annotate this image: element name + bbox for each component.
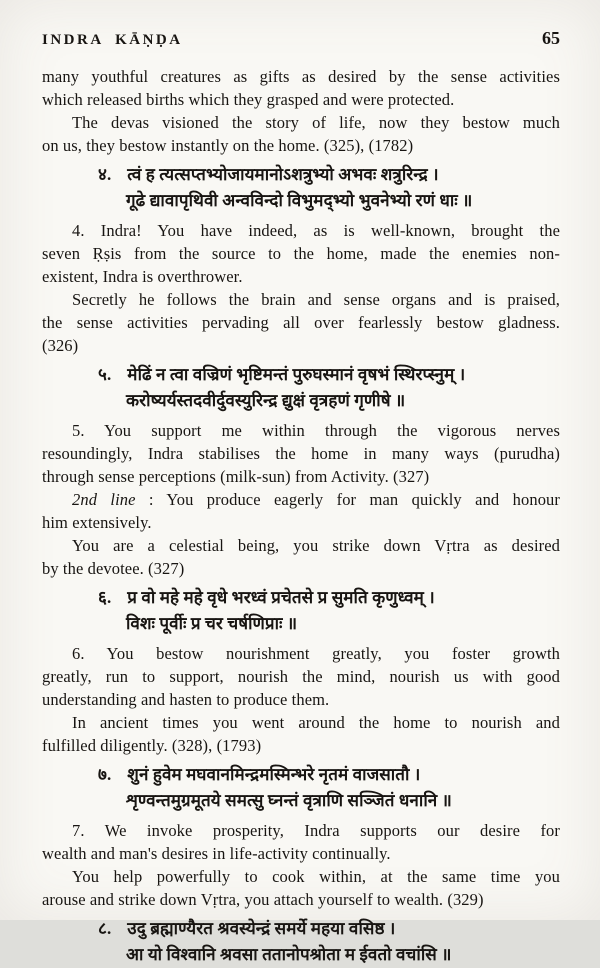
text-line: the sense activities pervading all over fearlessly bestow gladness. [42, 313, 560, 332]
verse-line: ४. त्वं ह त्यत्सप्तभ्योजायमानोऽशत्रुभ्यो अभवः शत्रुरिन्द्र । [98, 165, 439, 184]
sanskrit-verse [42, 162, 560, 214]
sanskrit-verse [42, 916, 560, 968]
text-line: 7. We invoke prosperity, Indra supports our desire for [72, 821, 560, 840]
sanskrit-verse [42, 762, 560, 814]
verse-number: ४. [98, 165, 112, 184]
text-line: The devas visioned the story of life, now they bestow much [72, 113, 560, 132]
verse-number: ५. [98, 365, 112, 384]
text-line: 2nd line : You produce eagerly for man quickly and honour [72, 490, 560, 509]
page-body [42, 65, 560, 968]
verse-line: ७. शुनं हुवेम मघवानमिन्द्रमस्मिन्भरे नृतमं वाजसातौ । [98, 765, 421, 784]
text-line: resoundingly, Indra stabilises the home in many ways (purudha) [42, 444, 560, 463]
italic-lead: 2nd line [72, 490, 136, 509]
paragraph [42, 711, 560, 757]
text-line: wealth and man's desires in life-activity continually. [42, 844, 391, 863]
text-line: greatly, run to support, nourish the mind, nourish us with good [42, 667, 560, 686]
verse-line: ६. प्र वो महे महे वृधे भरध्वं प्रचेतसे प्र सुमति कृणुध्वम् । [98, 588, 435, 607]
text-line: You are a celestial being, you strike down Vṛtra as desired [72, 536, 560, 555]
verse-number: ७. [98, 765, 112, 784]
text-line: understanding and hasten to produce them. [42, 690, 330, 709]
text-line: (326) [42, 336, 79, 355]
sanskrit-verse [42, 362, 560, 414]
sanskrit-verse [42, 585, 560, 637]
verse-line: शृण्वन्तमुग्रमूतये समत्सु घ्नन्तं वृत्राणि सञ्जितं धनानि ॥ [126, 791, 452, 810]
paragraph [42, 642, 560, 711]
page-number: 65 [542, 28, 560, 48]
text-line: Secretly he follows the brain and sense organs and is praised, [72, 290, 560, 309]
text-line: by the devotee. (327) [42, 559, 185, 578]
paragraph [42, 534, 560, 580]
text-line: In ancient times you went around the home to nourish and [72, 713, 560, 732]
paragraph [42, 111, 560, 157]
paragraph [42, 65, 560, 111]
page-header [42, 28, 560, 49]
text-line: 4. Indra! You have indeed, as is well-known, brought the [72, 221, 560, 240]
running-title: INDRA KĀṆḌA [42, 32, 183, 48]
text-line: on us, they bestow instantly on the home. (325), (1782) [42, 136, 414, 155]
text-line: many youthful creatures as gifts as desired by the sense activities [42, 67, 560, 86]
text-line: fulfilled diligently. (328), (1793) [42, 736, 262, 755]
paragraph [42, 419, 560, 488]
verse-number: ८. [98, 919, 112, 938]
paragraph [42, 288, 560, 357]
paragraph [42, 488, 560, 534]
text-line: through sense perceptions (milk-sun) from Activity. (327) [42, 467, 430, 486]
text-line: You help powerfully to cook within, at the same time you [72, 867, 560, 886]
text-line: him extensively. [42, 513, 152, 532]
verse-line: ५. मेढिं न त्वा वज्रिणं भृष्टिमन्तं पुरुघस्मानं वृषभं स्थिरप्स्नुम् । [98, 365, 466, 384]
verse-line: करोष्यर्यस्तदवीर्दुवस्युरिन्द्र द्युक्षं वृत्रहणं गृणीषे ॥ [126, 391, 406, 410]
text-line: 5. You support me within through the vigorous nerves [72, 421, 560, 440]
text-line: existent, Indra is overthrower. [42, 267, 243, 286]
verse-number: ६. [98, 588, 112, 607]
paragraph [42, 219, 560, 288]
verse-line: आ यो विश्वानि श्रवसा ततानोपश्रोता म ईवतो वचांसि ॥ [126, 945, 452, 964]
verse-line: ८. उदु ब्रह्माण्यैरत श्रवस्येन्द्रं समर्ये महया वसिष्ठ । [98, 919, 396, 938]
text-line: arouse and strike down Vṛtra, you attach yourself to wealth. (329) [42, 890, 484, 909]
text-line: 6. You bestow nourishment greatly, you foster growth [72, 644, 560, 663]
verse-line: गूढे द्यावापृथिवी अन्वविन्दो विभुमद्भ्यो भुवनेभ्यो रणं धाः ॥ [126, 191, 473, 210]
paragraph [42, 865, 560, 911]
text-line: seven Ṛṣis from the source to the home, made the enemies non- [42, 244, 560, 263]
text-line: which released births which they grasped and were protected. [42, 90, 455, 109]
verse-line: विशः पूर्वीः प्र चर चर्षणिप्राः ॥ [126, 614, 298, 633]
paragraph [42, 819, 560, 865]
